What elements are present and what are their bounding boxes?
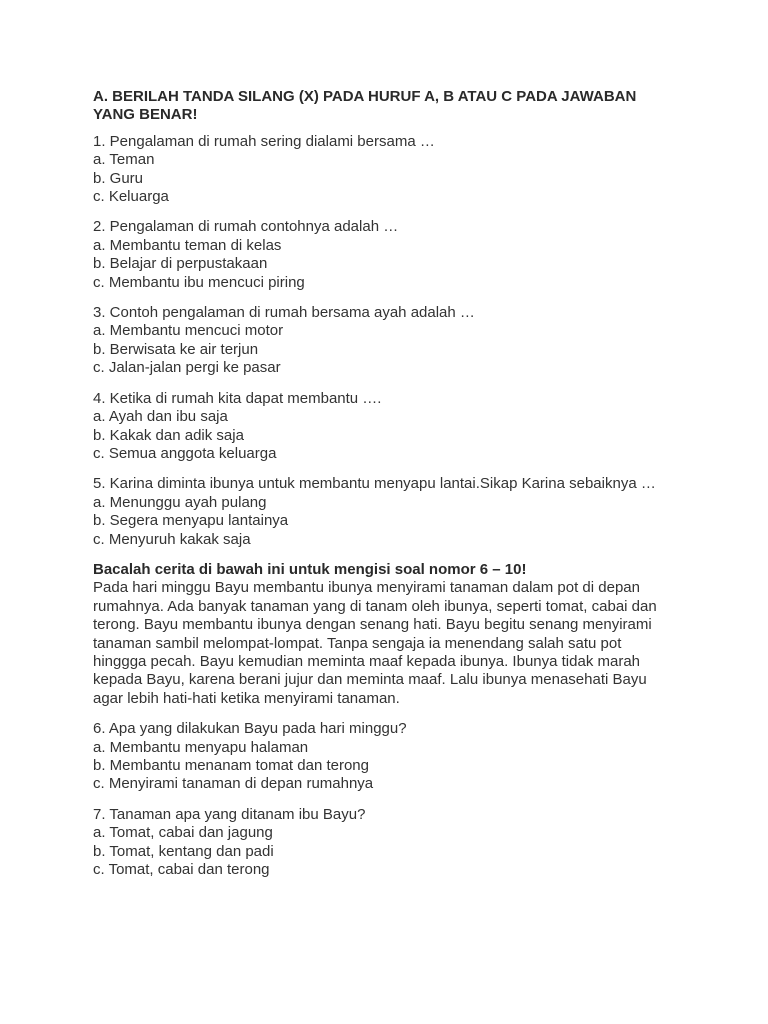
option-c: c. Menyuruh kakak saja — [93, 530, 251, 548]
worksheet-content — [93, 88, 673, 891]
reading-passage — [93, 561, 673, 708]
option-b: b. Kakak dan adik saja — [93, 426, 244, 444]
question-7 — [93, 806, 673, 880]
question-text: 7. Tanaman apa yang ditanam ibu Bayu? — [93, 805, 366, 823]
question-text: 2. Pengalaman di rumah contohnya adalah … — [93, 218, 399, 236]
question-3 — [93, 304, 673, 378]
passage-text: Pada hari minggu Bayu membantu ibunya menyirami tanaman dalam pot di depan rumahnya. Ada banyak tanaman yang di tanam oleh ibunya, seperti tomat, cabai dan terong. Bayu membantu ibunya dengan senang hati. Bayu begitu senang menyirami tanaman sambil melompat-lompat. Tanpa sengaja ia menendang salah satu pot hinggga pecah. Bayu kemudian meminta maaf kepada ibunya. Ibunya tidak marah kepada Bayu, karena berani jujur dan meminta maaf. Lalu ibunya menasehati Bayu agar lebih hati-hati ketika menyirami tanaman. — [93, 579, 657, 707]
option-a: a. Membantu menyapu halaman — [93, 738, 309, 756]
option-a: a. Tomat, cabai dan jagung — [93, 824, 273, 842]
question-4 — [93, 390, 673, 464]
section-title: A. BERILAH TANDA SILANG (X) PADA HURUF A, B ATAU C PADA JAWABAN YANG BENAR! — [93, 88, 637, 124]
option-a: a. Membantu teman di kelas — [93, 236, 282, 254]
option-c: c. Tomat, cabai dan terong — [93, 861, 270, 879]
option-b: b. Membantu menanam tomat dan terong — [93, 757, 369, 774]
question-1 — [93, 133, 673, 207]
question-text: 1. Pengalaman di rumah sering dialami bersama … — [93, 132, 435, 150]
option-b: b. Tomat, kentang dan padi — [93, 842, 274, 860]
option-a: a. Membantu mencuci motor — [93, 322, 284, 340]
question-text: 6. Apa yang dilakukan Bayu pada hari minggu? — [93, 720, 407, 738]
option-c: c. Membantu ibu mencuci piring — [93, 273, 305, 291]
option-c: c. Keluarga — [93, 188, 169, 206]
option-b: b. Segera menyapu lantainya — [93, 512, 289, 530]
option-a: a. Ayah dan ibu saja — [93, 408, 228, 426]
option-b: b. Belajar di perpustakaan — [93, 255, 268, 273]
option-a: a. Teman — [93, 151, 155, 169]
question-text: 4. Ketika di rumah kita dapat membantu …. — [93, 389, 382, 407]
option-b: b. Berwisata ke air terjun — [93, 340, 259, 358]
question-6 — [93, 720, 673, 794]
option-b: b. Guru — [93, 169, 144, 187]
option-c: c. Menyirami tanaman di depan rumahnya — [93, 775, 374, 793]
question-text: 3. Contoh pengalaman di rumah bersama ayah adalah … — [93, 304, 475, 322]
option-c: c. Semua anggota keluarga — [93, 444, 277, 462]
option-c: c. Jalan-jalan pergi ke pasar — [93, 359, 281, 377]
question-2 — [93, 218, 673, 292]
option-a: a. Menunggu ayah pulang — [93, 493, 267, 511]
passage-instruction: Bacalah cerita di bawah ini untuk mengisi soal nomor 6 – 10! — [93, 560, 527, 578]
question-5 — [93, 475, 673, 549]
question-text: 5. Karina diminta ibunya untuk membantu menyapu lantai.Sikap Karina sebaiknya … — [93, 475, 656, 493]
